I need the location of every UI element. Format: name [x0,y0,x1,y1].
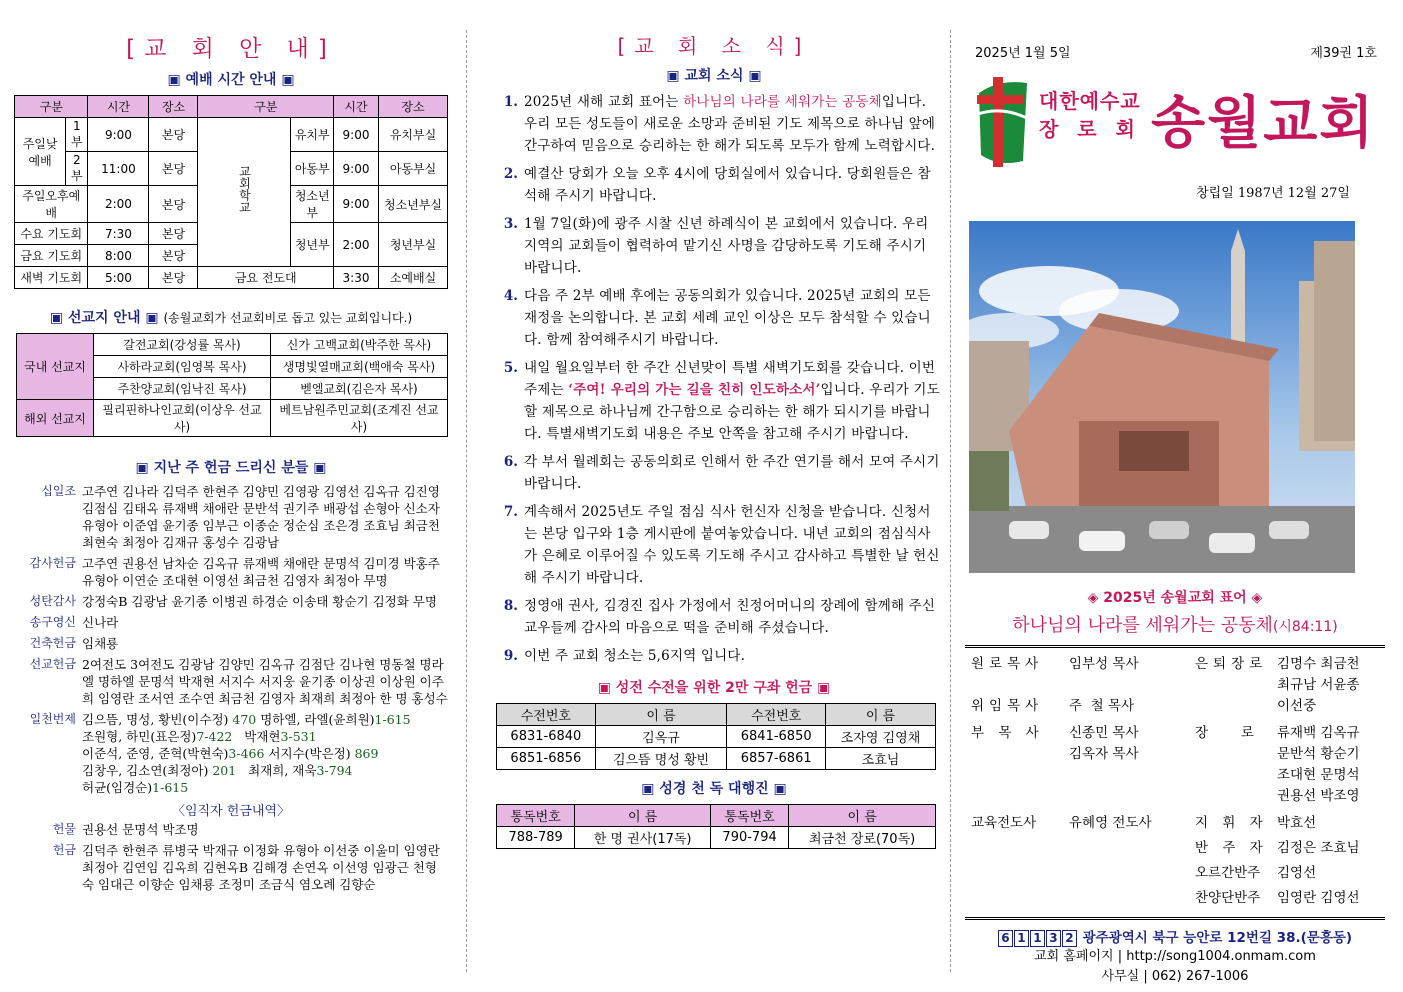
col-header: 구분 [198,96,334,118]
reading-heading: ▣ 성경 천 독 대행진 ▣ [641,781,787,797]
church-logo [965,75,1385,170]
cell: 11:00 [88,152,149,186]
cell: 6851-6856 [497,748,596,770]
staff-row [965,838,1385,859]
donor-category: 감사헌금 [29,556,76,570]
staff-name: 문반석 황순기 [1277,746,1360,762]
names: 이준석, 준영, 준혁(박현숙) [82,746,229,761]
cell: 1부 [66,118,88,152]
news-item [488,645,940,667]
staff-title: 찬양단반주 [1195,890,1261,906]
news-item [488,357,940,445]
col-header: 장소 [149,96,198,118]
cell: 유치부실 [379,118,448,152]
donor-category: 십일조 [41,484,76,498]
church-building-image [969,221,1355,573]
names: 김으뜸, 명성, 황빈(이수정) [82,712,233,727]
staff-name: 신종민 목사 [1069,725,1139,741]
school-label-text: 교회학교 [237,164,252,213]
list-item [14,555,448,589]
cell: 9:00 [334,152,379,186]
cell: 2:00 [334,223,379,267]
staff-name: 최규남 서윤종 [1277,677,1360,693]
donor-names: 김덕주 한현주 류병국 박재규 이정화 유형아 이선중 이울미 임영란 최정아 김연임 김옥희 김현옥B 김해경 손연옥 이선영 임광근 천형숙 임대근 이향순 임채룡 조정미 조금식 염오례 김향순 [82,843,440,892]
staff-name: 김영선 [1277,865,1317,881]
donor-category: 헌금 [52,843,76,857]
cell: 6841-6850 [727,726,826,748]
names: 김창우, 김소연(최정아) [82,763,213,778]
staff-title: 지 휘 자 [1195,815,1268,831]
list-item [14,635,448,652]
mission-table [16,333,448,437]
news-item [488,451,940,495]
staff-row [965,813,1385,834]
names: 허균(임경순) [82,780,153,795]
ilcheon-line [82,745,448,762]
staff-list [965,654,1385,909]
worship-heading: ▣ 예배 시간 안내 ▣ [167,72,295,88]
staff-title: 장 로 [1195,725,1259,741]
bible-fund-heading-text: 성전 수전을 위한 2만 구좌 헌금 [615,680,813,696]
news-text: 다음 주 2부 예배 후에는 공동의회가 있습니다. 2025년 교회의 모든 재정을 논의합니다. 본 교회 세례 교인 이상은 모두 참석할 수 있습니다. 함께 참여해주시기 바랍니다. [524,288,931,348]
staff-title: 은퇴장로 [1195,656,1268,672]
col-header: 통독번호 [710,805,788,827]
count: 7-422 [196,729,233,744]
staff-title: 위임목사 [971,698,1044,714]
cell: 베트남원주민교회(조계진 선교사) [271,400,448,437]
donor-names: 신나라 [82,615,119,630]
overseas-label: 해외 선교지 [17,400,94,437]
donor-names: 2여전도 3여전도 김광남 김양민 김옥규 김점단 김나현 명동철 명라엘 명하엘 문명석 박재현 서지수 서지웅 윤기종 이상권 이상원 이주희 임영란 조서연 조수연 최금천 김영자 최재희 최정아 한 명 홍성수 [82,657,448,706]
cell: 6857-6861 [727,748,826,770]
motto-reference: (시84:11) [1272,619,1338,635]
zip-digit: 2 [1062,930,1077,947]
donors-heading-text: 지난 주 헌금 드리신 분들 [153,460,309,476]
cell: 주일오후예배 [15,186,88,223]
divider [965,917,1385,920]
cell: 본당 [149,186,198,223]
col-header: 수전번호 [497,704,596,726]
col-header: 시간 [88,96,149,118]
section-title-church-news: [교 회 소 식] [617,34,811,58]
motto-text: 하나님의 나라를 세워가는 공동체 [1012,615,1273,636]
news-text-part: 입니다. 우리 모든 성도들이 새로운 소망과 준비된 기도 제목으로 하나님 앞에 간구하여 믿음으로 승리하는 한 해가 되도록 모두가 함께 노력합시다. [524,94,936,154]
staff-name: 임부성 목사 [1069,656,1139,672]
school-label [198,118,291,267]
cross-emblem-icon [969,75,1033,169]
address-text: 광주광역시 북구 능안로 12번길 38.(문흥동) [1082,930,1353,946]
cell: 청년부실 [379,223,448,267]
staff-row [965,888,1385,909]
cell: 생명빛열매교회(백애숙 목사) [271,356,448,378]
donor-names: 임채룡 [82,636,119,651]
staff-name: 김옥자 목사 [1069,746,1139,762]
news-heading-text: 교회 소식 [684,68,744,84]
reading-table [496,804,936,849]
staff-row [965,744,1385,765]
cell: 갈전교회(강성률 목사) [94,334,271,356]
ilcheon-line [82,762,448,779]
cell: 새벽 기도회 [15,267,88,289]
cell: 필리핀하나인교회(이상우 선교사) [94,400,271,437]
cell: 아동부 [291,152,334,186]
donor-list [14,483,448,893]
donor-names: 고주연 김나라 김덕주 한현주 김양민 김영광 김영선 김옥규 김진영 김점심 김태옥 류재백 채애란 문반석 권기주 배광섭 손형아 신소자 유형아 이준엽 윤기종 임부근 이종순 정순심 조은경 조효님 최금천 최현숙 최정아 김재규 홍성수 김광남 [82,484,440,550]
church-name: 송월교회 [1151,91,1376,156]
section-title-church-info: [교 회 안 내] [126,36,336,62]
denomination-bottom: 장 로 회 [1039,117,1141,141]
news-text: 각 부서 월례회는 공동의회로 인해서 한 주간 연기를 해서 모여 주시기 바랍니다. [524,454,940,492]
cell: 본당 [149,245,198,267]
news-item [488,91,940,157]
mission-heading: ▣ 선교지 안내 ▣ (송월교회가 선교회비로 돕고 있는 교회입니다.) [49,310,413,326]
staff-name: 류재백 김옥규 [1277,725,1360,741]
staff-title: 부 목 사 [971,725,1044,741]
news-text-part: 내일 월요일부터 한 주간 신년맞이 특별 새벽기도회를 갖습니다. 이번 주제는 [524,360,936,398]
list-item [14,593,448,610]
news-number: 8. [503,598,518,614]
staff-name: 권용선 박조영 [1277,788,1360,804]
denomination-top: 대한예수교 [1039,89,1141,113]
news-highlight: 하나님의 나라를 세워가는 공동체 [683,94,882,110]
issue-date: 2025년 1월 5일 [975,46,1071,61]
col-header: 통독번호 [497,805,575,827]
table-row [497,748,936,770]
staff-title: 원로목사 [971,656,1044,672]
news-text-part: 입니다. 우리가 기도할 제목으로 하나님께 간구함으로 승리하는 한 해가 되시기를 바랍니다. 특별새벽기도회 내용은 주보 안쪽을 참고해 주시기 바랍니다. [524,382,940,442]
cell: 청년부 [291,223,334,267]
donor-category: 일천번제 [29,712,76,726]
worship-heading-text: 예배 시간 안내 [185,72,277,88]
cell: 9:00 [334,186,379,223]
news-text [524,357,940,445]
contact-info [965,947,1385,987]
cell: 신가 고백교회(박주한 목사) [271,334,448,356]
news-number: 4. [503,288,518,304]
address [965,926,1385,947]
table-header-row [15,96,448,118]
col-header: 구분 [15,96,88,118]
office-phone: 사무실 | 062) 267-1006 [1101,969,1249,984]
news-number: 6. [503,454,518,470]
cell: 8:00 [88,245,149,267]
donor-category: 건축헌금 [29,636,76,650]
church-info-column [14,0,448,992]
cell: 5:00 [88,267,149,289]
ilcheon-line [82,728,448,745]
list-item [14,656,448,707]
cell: 788-789 [497,827,575,849]
list-item [14,821,448,838]
cell: 790-794 [710,827,788,849]
col-header: 이 름 [575,805,711,827]
staff-row [965,723,1385,744]
ilcheon-list [82,711,448,796]
motto-title: ◈ 2025년 송월교회 표어 ◈ [1087,590,1263,606]
staff-row [965,675,1385,696]
donor-category: 선교헌금 [29,657,76,671]
cell: 유치부 [291,118,334,152]
col-header: 시간 [334,96,379,118]
cell: 주일낮예배 [15,118,66,186]
staff-row [965,654,1385,675]
staff-title: 오르간반주 [1195,865,1261,881]
col-header: 이 름 [826,704,936,726]
zip-digit: 1 [1030,930,1045,947]
cell: 2부 [66,152,88,186]
news-text: 계속해서 2025년도 주일 점심 식사 헌신자 신청을 받습니다. 신청서는 본당 입구와 1층 게시판에 붙여놓았습니다. 내년 교회의 점심식사가 은혜로 이루어질 수 있도록 기도해 주시고 감사하고 특별한 날 헌신해 주시기 바랍니다. [524,504,940,586]
count: 3-466 [228,746,269,761]
names: 서지수(박은정) [268,746,355,761]
cell: 김으뜸 명성 황빈 [595,748,727,770]
table-row [497,726,936,748]
staff-row [965,765,1385,786]
cell: 9:00 [334,118,379,152]
count: 1-615 [374,712,411,727]
news-number: 3. [503,216,518,232]
names: 최재희, 재욱 [236,763,317,778]
names: 박재현 [232,729,281,744]
count: 1-615 [152,780,189,795]
news-heading: ▣ 교회 소식 ▣ [666,68,762,84]
church-photo [969,221,1355,573]
staff-name: 이선중 [1277,698,1317,714]
zip-digit: 1 [1014,930,1029,947]
news-number: 2. [503,166,518,182]
denomination [1039,87,1141,143]
cell: 본당 [149,223,198,245]
news-text: 정영애 권사, 김경진 집사 가정에서 친정어머니의 장례에 함께해 주신 교우들께 감사의 마음으로 떡을 준비해 주셨습니다. [524,598,936,636]
names: 조원형, 하민(표은정) [82,729,197,744]
list-item [14,483,448,551]
cell: 주찬양교회(임낙진 목사) [94,378,271,400]
news-item [488,501,940,589]
column-divider [950,30,951,972]
reading-heading-text: 성경 천 독 대행진 [659,781,769,797]
cell: 9:00 [88,118,149,152]
news-item [488,285,940,351]
church-news-column [488,0,940,992]
cell: 6831-6840 [497,726,596,748]
table-row [17,400,448,437]
donor-names: 강정숙B 김광남 윤기종 이병권 하경순 이송태 황순기 김정화 무명 [82,594,437,609]
donor-category: 성탄감사 [29,594,76,608]
cell: 벧엘교회(김은자 목사) [271,378,448,400]
donor-category: 헌물 [52,822,76,836]
donor-names: 권용선 문명석 박조명 [82,822,199,837]
news-number: 9. [503,648,518,664]
cell: 조효님 [826,748,936,770]
mission-note: (송월교회가 선교회비로 돕고 있는 교회입니다.) [163,311,413,325]
cell: 2:00 [88,186,149,223]
staff-title: 교육전도사 [971,815,1037,831]
officer-heading: 〈임직자 헌금내역〉 [171,804,291,819]
cell: 조자영 김영채 [826,726,936,748]
news-text: 이번 주 교회 청소는 5,6지역 입니다. [524,648,746,664]
names: 명하엘, 라엘(윤희원) [260,712,375,727]
cell: 수요 기도회 [15,223,88,245]
ilcheon-line [82,779,448,796]
cell: 본당 [149,152,198,186]
count: 470 [232,712,261,727]
table-row [497,827,936,849]
column-divider [466,30,467,972]
homepage-link[interactable]: 교회 홈페이지 | http://song1004.onmam.com [1034,949,1316,964]
cell: 아동부실 [379,152,448,186]
table-header-row [497,704,936,726]
cover-column [965,0,1385,992]
staff-row [965,696,1385,717]
news-item [488,163,940,207]
count: 3-531 [280,729,317,744]
count: 869 [354,746,379,761]
staff-row [965,863,1385,884]
news-number: 7. [503,504,518,520]
staff-row [965,786,1385,807]
staff-name: 박효선 [1277,815,1317,831]
cell: 청소년부실 [379,186,448,223]
col-header: 수전번호 [727,704,826,726]
zip-digit: 3 [1046,930,1061,947]
list-item [14,614,448,631]
cell: 사하라교회(임영복 목사) [94,356,271,378]
domestic-label: 국내 선교지 [17,334,94,400]
bible-fund-table [496,703,936,770]
donors-heading: ▣ 지난 주 헌금 드리신 분들 ▣ [135,460,327,476]
staff-name: 김명수 최금천 [1277,656,1360,672]
count: 201 [212,763,237,778]
issue-info [965,42,1385,61]
cell: 금요 기도회 [15,245,88,267]
staff-name: 임영란 김영선 [1277,890,1360,906]
zip-digit: 6 [998,930,1013,947]
news-number: 1. [503,94,518,110]
staff-name: 김정은 조효님 [1277,840,1360,856]
news-item [488,213,940,279]
cell: 소예배실 [379,267,448,289]
donor-names: 고주연 권용선 남차순 김옥규 류재백 채애란 문명석 김미경 박홍주 유형아 이연순 조대현 이영선 최금천 김영자 최정아 무명 [82,556,440,588]
motto [965,611,1385,637]
cell: 청소년부 [291,186,334,223]
table-row [17,334,448,356]
news-highlight: ‘주여! 우리의 가는 길을 친히 인도하소서’ [568,382,821,398]
news-list [488,91,940,667]
mission-heading-text: 선교지 안내 [67,310,141,326]
ilcheon-line [82,711,448,728]
staff-title: 반 주 자 [1195,840,1268,856]
col-header: 장소 [379,96,448,118]
col-header: 이 름 [789,805,936,827]
news-text [524,91,940,157]
table-row [15,118,448,152]
news-text-part: 2025년 새해 교회 표어는 [524,94,684,110]
staff-name: 주 철 목사 [1069,698,1135,714]
table-row [15,267,448,289]
col-header: 이 름 [595,704,727,726]
cell: 3:30 [334,267,379,289]
donor-category: 송구영신 [29,615,76,629]
worship-schedule-table [14,95,448,289]
cell: 한 명 권사(17독) [575,827,711,849]
list-item [14,842,448,893]
issue-volume: 제39권 1호 [1310,46,1377,61]
cell: 최금천 장로(70독) [789,827,936,849]
table-header-row [497,805,936,827]
news-item [488,595,940,639]
cell: 7:30 [88,223,149,245]
cell: 김옥규 [595,726,727,748]
news-number: 5. [503,360,518,376]
divider [965,645,1385,648]
news-text: 1월 7일(화)에 광주 시찰 신년 하례식이 본 교회에서 있습니다. 우리 지역의 교회들이 협력하여 맡기신 사명을 감당하도록 기도해 주시기 바랍니다. [524,216,929,276]
news-text: 예결산 당회가 오늘 오후 4시에 당회실에서 있습니다. 당회원들은 참석해 주시기 바랍니다. [524,166,931,204]
cell: 본당 [149,118,198,152]
count: 3-794 [316,763,353,778]
founded-date: 창립일 1987년 12월 27일 [1196,186,1350,201]
staff-name: 조대현 문명석 [1277,767,1360,783]
cell: 금요 전도대 [198,267,334,289]
staff-name: 유혜영 전도사 [1069,815,1152,831]
list-item [14,711,448,796]
bible-fund-heading: ▣ 성전 수전을 위한 2만 구좌 헌금 ▣ [597,680,831,696]
cell: 본당 [149,267,198,289]
